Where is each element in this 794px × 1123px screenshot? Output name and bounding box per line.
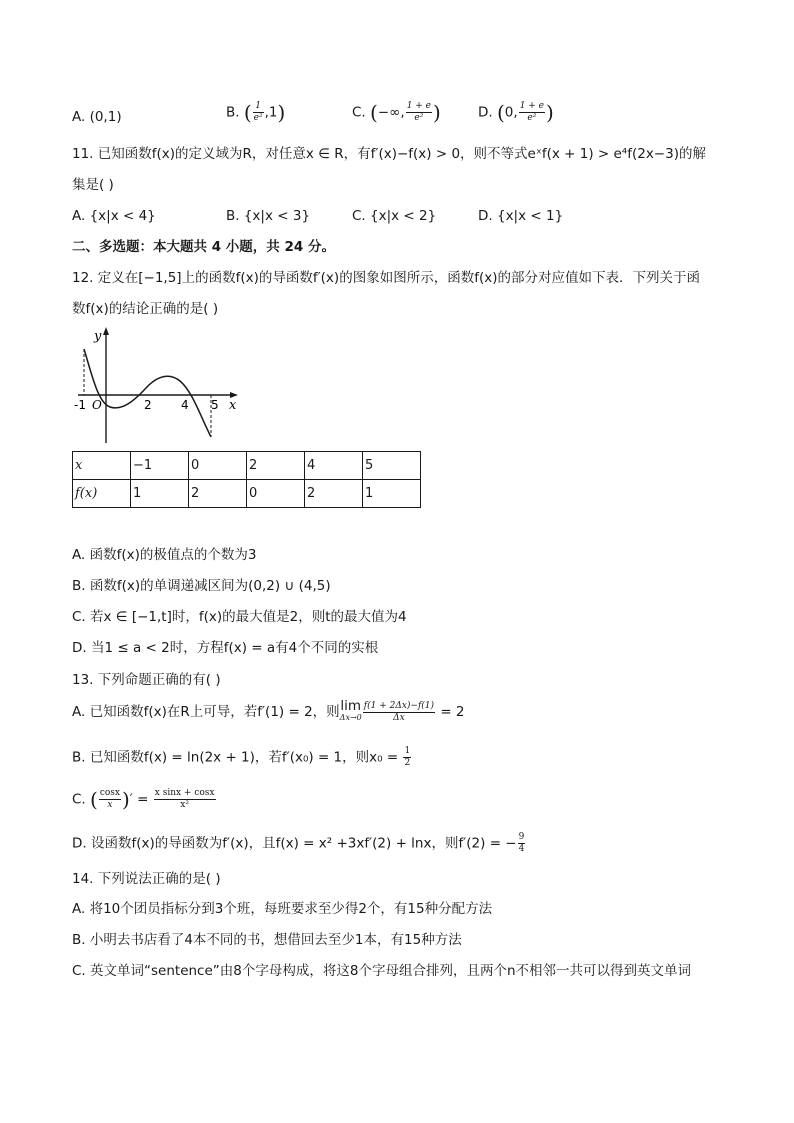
- q10-option-b: B. ( $\frac{1}{\text{e²}}$ ,1): [226, 100, 286, 125]
- derivative-graph: [72, 325, 247, 447]
- q13-option-a-limit: lim Δx→0: [339, 698, 362, 722]
- table-cell: 0: [189, 452, 247, 480]
- q11-stem-line2: 集是( ): [72, 177, 114, 193]
- graph-label-5: 5: [211, 398, 219, 412]
- q10-option-b-prefix: B.: [226, 104, 244, 121]
- graph-label-minus1: -1: [74, 398, 86, 412]
- q12-option-d: D. 当1 ≤ a < 2时，方程f(x) = a有4个不同的实根: [72, 640, 379, 656]
- table-cell: f(x): [73, 480, 131, 508]
- graph-label-4: 4: [181, 398, 189, 412]
- derivative-curve: [84, 349, 211, 437]
- value-table: [72, 451, 421, 508]
- q13-option-b-text: B. 已知函数f(x) = ln(2x + 1)，若f′(x₀) = 1，则x₀ =: [72, 749, 403, 766]
- q13-option-b: [72, 746, 412, 769]
- q12-stem-line1: 12. 定义在[−1,5]上的函数f(x)的导函数f′(x)的图象如图所示，函数f(x)的部分对应值如下表．下列关于函: [72, 270, 700, 286]
- q13-option-c-prime: ′ =: [129, 791, 153, 808]
- q10-option-c-prefix: C.: [352, 104, 371, 121]
- table-cell: x: [73, 452, 131, 480]
- q13-option-a-fraction: $\frac{f(1 + 2\Delta x)-f(1)}{\Delta x}$: [363, 700, 435, 723]
- q13-option-d: [72, 832, 526, 855]
- q10-option-c-fraction: $\frac{1 + e}{\text{e²}}$: [406, 101, 432, 123]
- q14-option-c: C. 英文单词“sentence”由8个字母构成，将这8个字母组合排列，且两个n不相邻一共可以得到英文单词: [72, 963, 692, 979]
- q10-option-b-fraction: $\frac{1}{\text{e²}}$: [253, 101, 263, 123]
- q10-option-d-prefix: D.: [478, 104, 497, 121]
- q11-option-b: B. {x|x < 3}: [226, 208, 311, 224]
- q12-stem-line2: 数f(x)的结论正确的是( ): [72, 301, 219, 317]
- q10-option-d-fraction: $\frac{1 + e}{\text{e²}}$: [519, 101, 545, 123]
- table-row: [73, 480, 421, 508]
- q13-option-c-rhs-fraction: $\frac{\text{x sinx + cosx}}{\text{x²}}$: [154, 788, 215, 810]
- q11-option-c: C. {x|x < 2}: [352, 208, 437, 224]
- q10-option-d-inner: 0,: [504, 104, 518, 121]
- table-cell: 1: [131, 480, 189, 508]
- table-row: [73, 452, 421, 480]
- q13-option-a-text: A. 已知函数f(x)在R上可导，若f′(1) = 2，则: [72, 704, 340, 720]
- q14-option-a: A. 将10个团员指标分到3个班，每班要求至少得2个，有15种分配方法: [72, 901, 493, 917]
- table-cell: 5: [363, 452, 421, 480]
- q14-option-b: B. 小明去书店看了4本不同的书，想借回去至少1本，有15种方法: [72, 932, 462, 948]
- graph-label-origin: O: [92, 398, 102, 412]
- q13-option-c-lhs-fraction: $\frac{\cos x}{x}$: [99, 788, 120, 810]
- table-cell: 2: [305, 480, 363, 508]
- q12-option-a: A. 函数f(x)的极值点的个数为3: [72, 547, 257, 563]
- q13-option-d-text: D. 设函数f(x)的导函数为f′(x)，且f(x) = x² +3xf′(2) + lnx，则f′(2) = −: [72, 835, 517, 852]
- table-cell: 0: [247, 480, 305, 508]
- q13-stem: 13. 下列命题正确的有( ): [72, 672, 221, 688]
- q12-option-c: C. 若x ∈ [−1,t]时，f(x)的最大值是2，则t的最大值为4: [72, 609, 407, 625]
- q13-option-a-result: = 2: [436, 704, 465, 720]
- section-heading-multiple-choice: 二、多选题：本大题共 4 小题，共 24 分。: [72, 239, 335, 255]
- q11-option-d: D. {x|x < 1}: [478, 208, 564, 224]
- table-cell: −1: [131, 452, 189, 480]
- q14-stem: 14. 下列说法正确的是( ): [72, 871, 221, 887]
- q10-option-a: A. (0,1): [72, 109, 122, 125]
- q11-stem-line1: 11. 已知函数f(x)的定义域为R，对任意x ∈ R，有f′(x)−f(x) > 0，则不等式eˣf(x + 1) > e⁴f(2x−3)的解: [72, 146, 706, 162]
- q10-option-d: D. (0, $\frac{1 + e}{\text{e²}}$ ): [478, 100, 554, 125]
- q13-option-d-fraction: $\frac{9}{4}$: [518, 832, 525, 854]
- graph-label-x: x: [229, 398, 237, 413]
- q13-option-b-fraction: $\frac{1}{2}$: [404, 746, 411, 768]
- y-axis-arrow-icon: [103, 327, 109, 335]
- q12-option-b: B. 函数f(x)的单调递减区间为(0,2) ∪ (4,5): [72, 578, 331, 594]
- graph-label-2: 2: [144, 398, 152, 412]
- q13-option-c: C. ( $\frac{\cos x}{x}$ )′ = $\frac{\text{x sinx + cosx}}{\text{x²}}$: [72, 787, 215, 812]
- q13-option-c-prefix: C.: [72, 791, 91, 808]
- q11-option-a: A. {x|x < 4}: [72, 208, 156, 224]
- table-cell: 4: [305, 452, 363, 480]
- table-cell: 2: [247, 452, 305, 480]
- q10-option-c-inner: −∞,: [377, 104, 405, 121]
- table-cell: 1: [363, 480, 421, 508]
- q10-option-c: C. (−∞, $\frac{1 + e}{\text{e²}}$ ): [352, 100, 441, 125]
- table-cell: 2: [189, 480, 247, 508]
- graph-label-y: y: [94, 329, 102, 344]
- q10-option-b-suffix: ,1: [264, 104, 278, 121]
- q13-option-a: [72, 700, 465, 724]
